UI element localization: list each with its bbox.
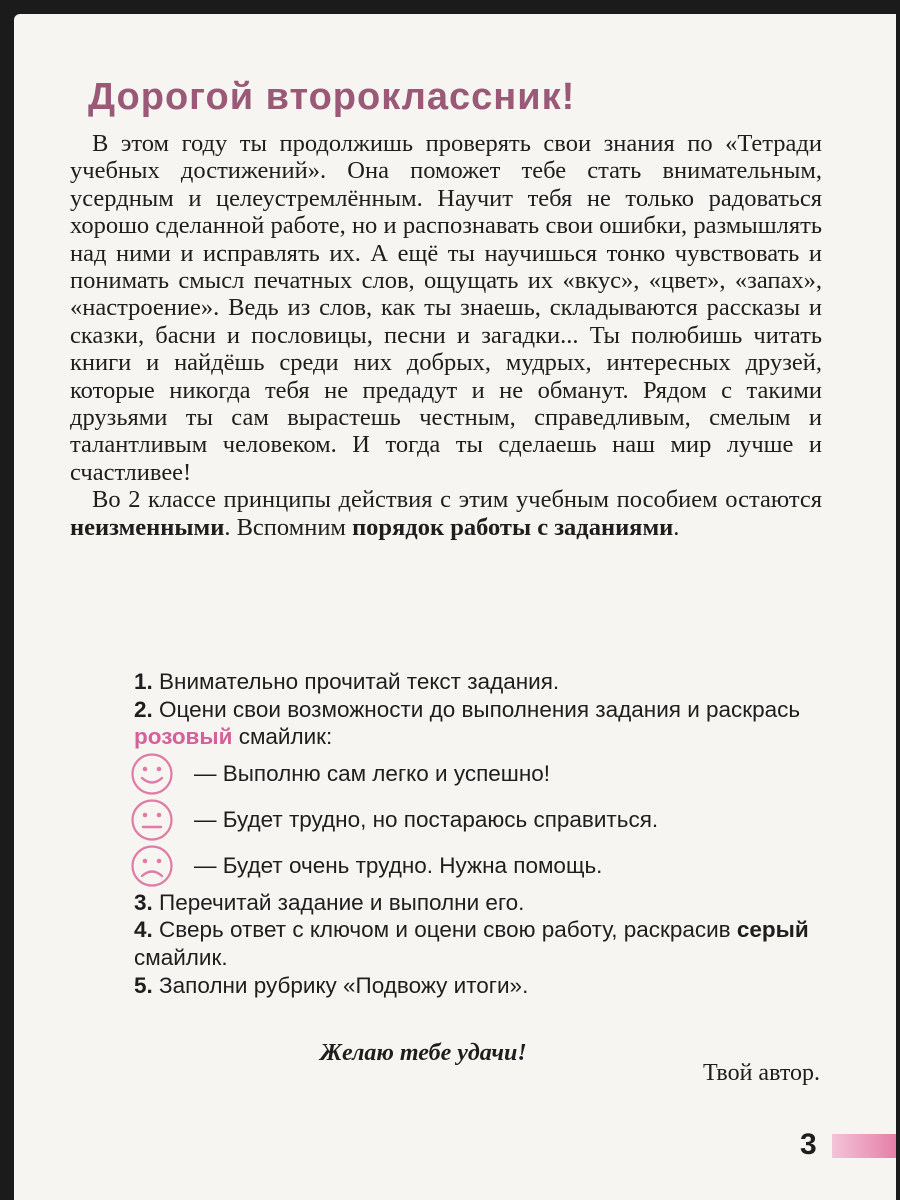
- smiley-option-easy: [130, 751, 822, 797]
- intro-p2-bold-unchanged: неизменными: [70, 513, 225, 541]
- step-text: Перечитай задание и выполни его.: [159, 889, 525, 915]
- step-3: [134, 889, 822, 917]
- intro-paragraph-2: [70, 486, 822, 541]
- step-number: 2.: [134, 696, 153, 722]
- step-text: Внимательно прочитай текст задания.: [159, 669, 560, 694]
- intro-p2-mid: . Вспомним: [224, 513, 353, 541]
- sad-smiley-icon[interactable]: [130, 844, 174, 888]
- step-4: [134, 916, 822, 971]
- page-title: Дорогой второклассник!: [88, 76, 576, 118]
- closing-wish: Желаю тебе удачи!: [320, 1040, 527, 1066]
- step-text: Оцени свои возможности до выполнения задания и раскрась: [159, 696, 801, 722]
- grey-word: серый: [736, 917, 809, 943]
- intro-p2-bold-order: порядок работы с заданиями: [352, 513, 674, 541]
- step-number: 1.: [134, 669, 153, 694]
- neutral-smiley-icon[interactable]: [130, 798, 174, 842]
- smiley-option-text: — Будет трудно, но постараюсь справиться.: [194, 806, 659, 832]
- step-text-end: смайлик:: [232, 724, 333, 750]
- happy-smiley-icon[interactable]: [130, 752, 174, 796]
- step-number: 5.: [134, 972, 153, 998]
- step-1: [134, 668, 822, 696]
- smiley-option-text: — Выполню сам легко и успешно!: [194, 760, 551, 786]
- author-signature: Твой автор.: [702, 1060, 820, 1086]
- smiley-option-medium: [130, 797, 822, 843]
- step-number: 3.: [134, 889, 153, 915]
- intro-paragraph-1: В этом году ты продолжишь проверять свои знания по «Тетради учебных достижений». Она поможет тебе стать внимательным, усердным и целеустремлённым. Научит тебя не только радоваться хорошо сделанной работе, но и распознавать свои ошибки, размышлять над ними и исправлять их. А ещё ты научишься тонко чувствовать и понимать смысл печатных слов, ощущать их «вкус», «цвет», «запах», «настроение». Ведь из слов, как ты знаешь, складываются рассказы и сказки, басни и пословицы, песни и загадки... Ты полюбишь читать книги и найдёшь среди них добрых, мудрых, интересных друзей, которые никогда тебя не предадут и не обманут. Рядом с такими друзьями ты сам вырастешь честным, справедливым, смелым и талантливым человеком. И тогда ты сделаешь наш мир лучше и счастливее!: [70, 130, 822, 486]
- step-number: 4.: [134, 917, 153, 943]
- task-steps-list: [134, 668, 822, 999]
- page-number: 3: [800, 1128, 817, 1161]
- intro-p2-end: .: [673, 513, 680, 541]
- step-text: Сверь ответ с ключом и оцени свою работу, раскрасив: [159, 917, 737, 943]
- step-text: Заполни рубрику «Подвожу итоги».: [159, 972, 529, 998]
- step-text-end: смайлик.: [134, 944, 228, 970]
- smiley-option-text: — Будет очень трудно. Нужна помощь.: [194, 852, 603, 878]
- pink-word: розовый: [134, 724, 233, 750]
- intro-p2-start: Во 2 классе принципы действия с этим учебным пособием остаются: [92, 486, 822, 514]
- step-2: [134, 696, 822, 751]
- smiley-option-hard: [130, 843, 822, 889]
- intro-text: [70, 130, 822, 541]
- step-5: [134, 972, 822, 1000]
- page-edge-tab: [832, 1134, 896, 1158]
